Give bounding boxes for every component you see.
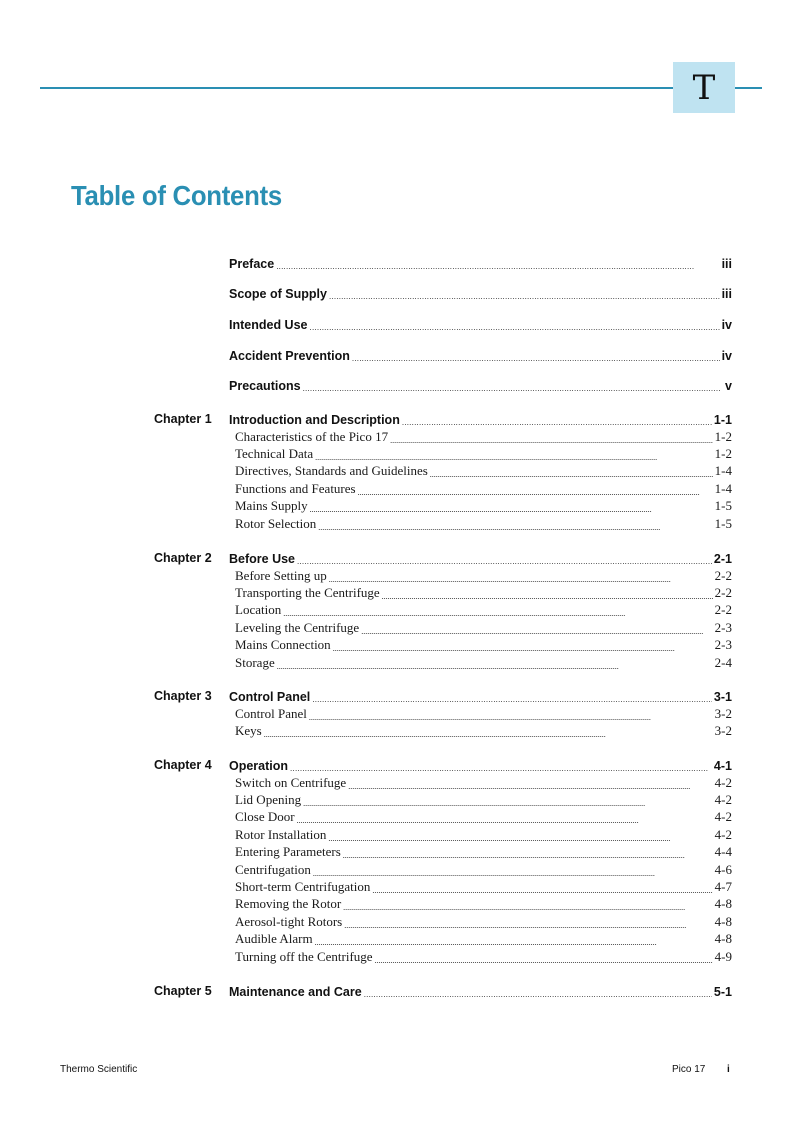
dot-leader bbox=[297, 817, 713, 825]
section-entry-label: Functions and Features bbox=[235, 480, 356, 496]
section-entry[interactable] bbox=[235, 620, 732, 636]
section-entry-page: 2-2 bbox=[714, 602, 732, 618]
section-entry-label: Control Panel bbox=[235, 705, 307, 721]
dot-leader bbox=[352, 355, 720, 363]
section-entry[interactable] bbox=[235, 931, 732, 947]
dot-leader bbox=[303, 800, 713, 808]
front-matter-entry-page: iii bbox=[721, 287, 732, 301]
section-entry[interactable] bbox=[235, 463, 732, 479]
front-matter-entry[interactable] bbox=[229, 377, 732, 393]
front-matter-entry[interactable] bbox=[229, 347, 732, 363]
chapter-entry-label: Control Panel bbox=[229, 690, 311, 704]
section-entry-page: 4-4 bbox=[714, 844, 732, 860]
section-entry-label: Directives, Standards and Guidelines bbox=[235, 463, 428, 479]
section-entry[interactable] bbox=[235, 706, 732, 722]
dot-leader bbox=[315, 454, 713, 462]
section-entry-label: Keys bbox=[235, 722, 262, 738]
header-rule bbox=[40, 87, 762, 89]
dot-leader bbox=[361, 628, 712, 636]
dot-leader bbox=[344, 922, 712, 930]
dot-leader bbox=[329, 576, 713, 584]
chapter-entry-page: 2-1 bbox=[713, 552, 732, 566]
chapter-entry[interactable] bbox=[229, 550, 732, 566]
front-matter-entry-label: Precautions bbox=[229, 379, 301, 393]
section-entry-label: Centrifugation bbox=[235, 861, 311, 877]
section-entry[interactable] bbox=[235, 879, 732, 895]
section-entry-page: 3-2 bbox=[714, 722, 732, 738]
section-tab-letter: T bbox=[692, 67, 716, 108]
section-entry-label: Aerosol-tight Rotors bbox=[235, 913, 343, 929]
section-entry[interactable] bbox=[235, 602, 732, 618]
section-entry-page: 1-2 bbox=[714, 428, 732, 444]
section-entry-label: Mains Supply bbox=[235, 498, 308, 514]
chapter-entry-page: 4-1 bbox=[713, 759, 732, 773]
footer-publisher: Thermo Scientific bbox=[60, 1064, 138, 1075]
front-matter-entry-label: Preface bbox=[229, 257, 275, 271]
section-entry[interactable] bbox=[235, 516, 732, 532]
section-entry-page: 1-5 bbox=[714, 498, 732, 514]
front-matter-entry[interactable] bbox=[229, 255, 732, 271]
section-entry-label: Lid Opening bbox=[235, 791, 302, 807]
section-entry-page: 2-2 bbox=[714, 584, 732, 600]
section-entry[interactable] bbox=[235, 723, 732, 739]
dot-leader bbox=[264, 731, 713, 739]
dot-leader bbox=[343, 904, 712, 912]
page-title: Table of Contents bbox=[71, 180, 282, 211]
section-entry[interactable] bbox=[235, 655, 732, 671]
chapter-label: Chapter 2 bbox=[154, 551, 212, 565]
chapter-label: Chapter 3 bbox=[154, 689, 212, 703]
dot-leader bbox=[310, 506, 713, 514]
dot-leader bbox=[310, 324, 720, 332]
section-entry-page: 4-8 bbox=[714, 931, 732, 947]
dot-leader bbox=[290, 765, 712, 773]
section-entry[interactable] bbox=[235, 809, 732, 825]
chapter-entry[interactable] bbox=[229, 983, 732, 999]
section-entry-page: 2-3 bbox=[714, 637, 732, 653]
section-entry-label: Before Setting up bbox=[235, 567, 327, 583]
dot-leader bbox=[390, 437, 713, 445]
dot-leader bbox=[364, 991, 712, 999]
section-entry-page: 4-6 bbox=[714, 861, 732, 877]
chapter-entry-page: 3-1 bbox=[713, 690, 732, 704]
section-entry[interactable] bbox=[235, 498, 732, 514]
dot-leader bbox=[276, 263, 719, 271]
section-entry-label: Switch on Centrifuge bbox=[235, 774, 347, 790]
section-tab bbox=[673, 62, 735, 113]
dot-leader bbox=[277, 663, 713, 671]
dot-leader bbox=[303, 385, 723, 393]
chapter-label: Chapter 4 bbox=[154, 758, 212, 772]
dot-leader bbox=[375, 957, 713, 965]
section-entry[interactable] bbox=[235, 896, 732, 912]
dot-leader bbox=[318, 524, 712, 532]
section-entry-page: 4-2 bbox=[714, 791, 732, 807]
chapter-entry[interactable] bbox=[229, 757, 732, 773]
section-entry-page: 4-2 bbox=[714, 809, 732, 825]
section-entry-label: Audible Alarm bbox=[235, 931, 313, 947]
dot-leader bbox=[402, 419, 712, 427]
chapter-label: Chapter 5 bbox=[154, 984, 212, 998]
chapter-entry[interactable] bbox=[229, 411, 732, 427]
section-entry[interactable] bbox=[235, 637, 732, 653]
section-entry-label: Storage bbox=[235, 654, 275, 670]
dot-leader bbox=[333, 645, 713, 653]
section-entry-label: Technical Data bbox=[235, 445, 314, 461]
section-entry-page: 1-4 bbox=[714, 463, 732, 479]
chapter-label: Chapter 1 bbox=[154, 412, 212, 426]
section-entry-page: 4-2 bbox=[714, 774, 732, 790]
section-entry-label: Entering Parameters bbox=[235, 844, 341, 860]
chapter-entry-label: Before Use bbox=[229, 552, 295, 566]
chapter-entry-label: Introduction and Description bbox=[229, 413, 400, 427]
section-entry-page: 1-5 bbox=[714, 515, 732, 531]
section-entry-label: Rotor Selection bbox=[235, 515, 317, 531]
section-entry-page: 4-9 bbox=[714, 948, 732, 964]
section-entry-page: 2-4 bbox=[714, 654, 732, 670]
dot-leader bbox=[372, 887, 712, 895]
section-entry-label: Rotor Installation bbox=[235, 826, 327, 842]
section-entry-page: 4-8 bbox=[714, 913, 732, 929]
front-matter-entry-page: iv bbox=[721, 318, 732, 332]
front-matter-entry[interactable] bbox=[229, 316, 732, 332]
section-entry-label: Turning off the Centrifuge bbox=[235, 948, 373, 964]
front-matter-entry-label: Accident Prevention bbox=[229, 349, 350, 363]
section-entry[interactable] bbox=[235, 585, 732, 601]
chapter-entry[interactable] bbox=[229, 688, 732, 704]
front-matter-entry-label: Intended Use bbox=[229, 318, 308, 332]
footer-product: Pico 17 bbox=[672, 1064, 706, 1075]
dot-leader bbox=[328, 835, 712, 843]
section-entry-page: 1-2 bbox=[714, 445, 732, 461]
section-entry[interactable] bbox=[235, 446, 732, 462]
section-entry-label: Location bbox=[235, 602, 282, 618]
dot-leader bbox=[358, 489, 713, 497]
dot-leader bbox=[343, 852, 713, 860]
front-matter-entry-page: v bbox=[725, 379, 732, 393]
section-entry-label: Transporting the Centrifuge bbox=[235, 584, 380, 600]
section-entry-label: Characteristics of the Pico 17 bbox=[235, 428, 389, 444]
section-entry[interactable] bbox=[235, 792, 732, 808]
dot-leader bbox=[315, 939, 713, 947]
dot-leader bbox=[348, 783, 712, 791]
section-entry-page: 2-2 bbox=[714, 567, 732, 583]
dot-leader bbox=[283, 610, 712, 618]
dot-leader bbox=[313, 870, 713, 878]
section-entry[interactable] bbox=[235, 775, 732, 791]
section-entry-page: 1-4 bbox=[714, 480, 732, 496]
dot-leader bbox=[309, 714, 713, 722]
section-entry-page: 4-7 bbox=[714, 878, 732, 894]
dot-leader bbox=[430, 471, 713, 479]
section-entry[interactable] bbox=[235, 481, 732, 497]
section-entry-label: Leveling the Centrifuge bbox=[235, 619, 360, 635]
section-entry-page: 3-2 bbox=[714, 705, 732, 721]
section-entry[interactable] bbox=[235, 827, 732, 843]
section-entry[interactable] bbox=[235, 914, 732, 930]
front-matter-entry-page: iii bbox=[721, 257, 732, 271]
footer-page-number: i bbox=[727, 1064, 730, 1075]
chapter-entry-label: Maintenance and Care bbox=[229, 985, 362, 999]
dot-leader bbox=[297, 558, 712, 566]
dot-leader bbox=[312, 696, 712, 704]
dot-leader bbox=[382, 593, 713, 601]
chapter-entry-page: 5-1 bbox=[713, 985, 732, 999]
section-entry-label: Removing the Rotor bbox=[235, 896, 342, 912]
section-entry[interactable] bbox=[235, 949, 732, 965]
section-entry-label: Close Door bbox=[235, 809, 295, 825]
section-entry-label: Short-term Centrifugation bbox=[235, 878, 371, 894]
front-matter-entry[interactable] bbox=[229, 285, 732, 301]
section-entry-label: Mains Connection bbox=[235, 637, 331, 653]
section-entry-page: 2-3 bbox=[714, 619, 732, 635]
dot-leader bbox=[329, 293, 720, 301]
section-entry[interactable] bbox=[235, 429, 732, 445]
front-matter-entry-label: Scope of Supply bbox=[229, 287, 327, 301]
section-entry[interactable] bbox=[235, 568, 732, 584]
section-entry[interactable] bbox=[235, 844, 732, 860]
chapter-entry-page: 1-1 bbox=[713, 413, 732, 427]
section-entry-page: 4-8 bbox=[714, 896, 732, 912]
section-entry-page: 4-2 bbox=[714, 826, 732, 842]
section-entry[interactable] bbox=[235, 862, 732, 878]
front-matter-entry-page: iv bbox=[721, 349, 732, 363]
chapter-entry-label: Operation bbox=[229, 759, 289, 773]
